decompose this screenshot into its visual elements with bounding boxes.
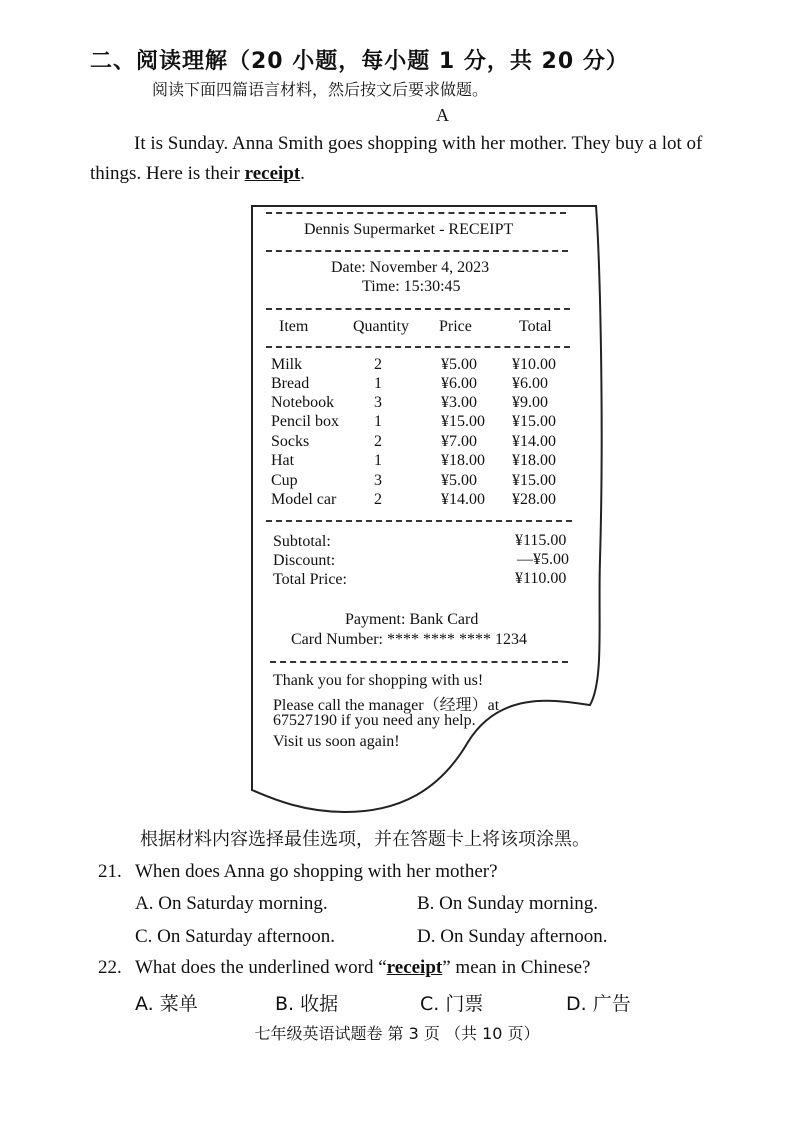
q22-option-d[interactable]: D. 广告 <box>566 993 631 1015</box>
receipt-header-total: Total <box>519 318 552 335</box>
visit-line: Visit us soon again! <box>273 733 400 750</box>
receipt-divider <box>266 520 572 522</box>
call-line: Please call the manager（经理）at <box>273 697 500 714</box>
receipt-qty: 3 <box>374 394 382 411</box>
subtotal-label: Subtotal: <box>273 533 331 550</box>
question-21-number: 21. <box>98 861 122 882</box>
receipt-total: ¥9.00 <box>512 394 548 411</box>
subtotal-value: ¥115.00 <box>515 532 567 549</box>
thanks-line: Thank you for shopping with us! <box>273 672 484 689</box>
question-22-text <box>135 957 591 979</box>
receipt-item: Model car <box>271 491 337 508</box>
receipt-price: ¥15.00 <box>441 413 485 430</box>
q22-option-c[interactable]: C. 门票 <box>420 993 484 1015</box>
receipt-item: Cup <box>271 472 298 489</box>
receipt-total: ¥14.00 <box>512 433 556 450</box>
receipt-item: Pencil box <box>271 413 339 430</box>
receipt-qty: 2 <box>374 491 382 508</box>
receipt-qty: 1 <box>374 375 382 392</box>
receipt-date: Date: November 4, 2023 <box>331 259 490 276</box>
receipt-header-quantity: Quantity <box>353 318 409 335</box>
questions-instruction: 根据材料内容选择最佳选项，并在答题卡上将该项涂黑。 <box>140 829 590 850</box>
receipt-price: ¥6.00 <box>441 375 477 392</box>
payment-method: Payment: Bank Card <box>345 611 479 628</box>
receipt-total: ¥28.00 <box>512 491 556 508</box>
receipt-price: ¥3.00 <box>441 394 477 411</box>
q22-option-a[interactable]: A. 菜单 <box>135 993 198 1015</box>
total-price-value: ¥110.00 <box>515 570 567 587</box>
receipt-price: ¥18.00 <box>441 452 485 469</box>
receipt-divider <box>266 346 570 348</box>
q21-option-d[interactable]: D. On Sunday afternoon. <box>417 926 608 947</box>
receipt-total: ¥6.00 <box>512 375 548 392</box>
q21-option-c[interactable]: C. On Saturday afternoon. <box>135 926 335 947</box>
receipt-qty: 1 <box>374 413 382 430</box>
receipt-price: ¥5.00 <box>441 356 477 373</box>
passage-text: things. Here is their <box>90 163 245 184</box>
receipt-item: Milk <box>271 356 303 373</box>
receipt-divider <box>266 308 570 310</box>
receipt-header-price: Price <box>439 318 472 335</box>
q21-option-b[interactable]: B. On Sunday morning. <box>417 893 599 914</box>
receipt-time: Time: 15:30:45 <box>362 278 461 295</box>
q22-option-b[interactable]: B. 收据 <box>275 993 339 1015</box>
page-footer: 七年级英语试题卷 第 3 页 （共 10 页） <box>254 1024 540 1043</box>
discount-label: Discount: <box>273 552 336 569</box>
receipt-qty: 1 <box>374 452 382 469</box>
q21-option-a[interactable]: A. On Saturday morning. <box>135 893 328 914</box>
passage-label: A <box>436 105 449 125</box>
receipt-item: Notebook <box>271 394 335 411</box>
phone-line: 67527190 if you need any help. <box>273 712 476 729</box>
receipt-total: ¥15.00 <box>512 472 556 489</box>
receipt-price: ¥7.00 <box>441 433 477 450</box>
receipt-item: Hat <box>271 452 295 469</box>
receipt-store-name: Dennis Supermarket - RECEIPT <box>304 221 514 238</box>
receipt-qty: 2 <box>374 433 382 450</box>
receipt-divider <box>266 250 568 252</box>
receipt-price: ¥5.00 <box>441 472 477 489</box>
receipt-price: ¥14.00 <box>441 491 485 508</box>
question-22-underlined-word: receipt <box>386 957 443 978</box>
section-title: 二、阅读理解（20 小题，每小题 1 分，共 20 分） <box>90 49 629 74</box>
discount-value: —¥5.00 <box>517 551 569 568</box>
receipt-divider <box>270 661 568 663</box>
question-21-text: When does Anna go shopping with her mother? <box>135 861 498 882</box>
passage-line-1: It is Sunday. Anna Smith goes shopping with her mother. They buy a lot of <box>134 133 703 154</box>
question-22-text-before: What does the underlined word “ <box>135 957 387 978</box>
receipt-qty: 2 <box>374 356 382 373</box>
receipt-total: ¥18.00 <box>512 452 556 469</box>
passage-line-2 <box>90 163 305 185</box>
total-price-label: Total Price: <box>273 571 347 588</box>
section-instruction: 阅读下面四篇语言材料，然后按文后要求做题。 <box>152 80 489 99</box>
receipt-header-item: Item <box>279 318 309 335</box>
card-number: Card Number: **** **** **** 1234 <box>291 631 527 648</box>
question-22-text-after: ” mean in Chinese? <box>442 957 591 978</box>
receipt-divider <box>266 212 566 214</box>
receipt-total: ¥15.00 <box>512 413 556 430</box>
receipt-item: Bread <box>271 375 310 392</box>
receipt-total: ¥10.00 <box>512 356 556 373</box>
underlined-word-receipt: receipt <box>244 163 301 184</box>
question-22-number: 22. <box>98 957 122 978</box>
passage-period: . <box>300 163 305 184</box>
receipt-qty: 3 <box>374 472 382 489</box>
receipt-item: Socks <box>271 433 310 450</box>
